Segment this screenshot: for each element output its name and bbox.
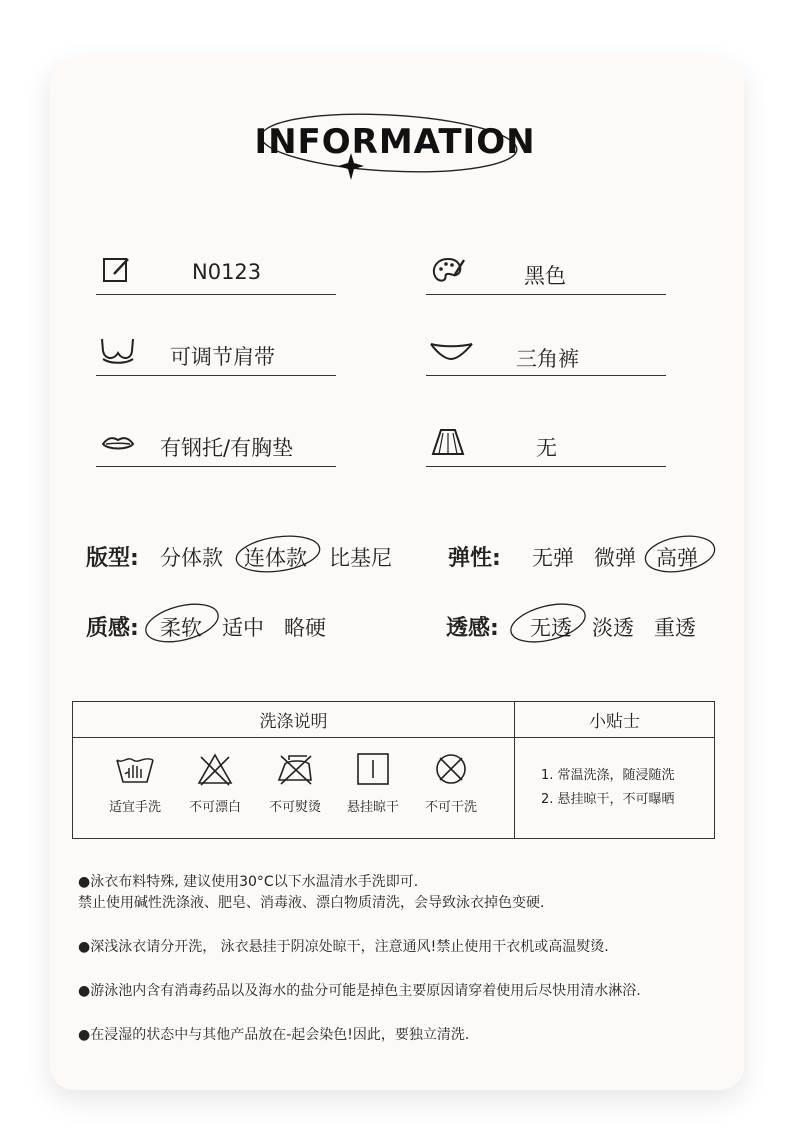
symbol-no-dry-clean <box>411 752 491 815</box>
spec-item-color <box>426 254 666 295</box>
texture-option-medium: 适中 <box>222 616 264 640</box>
wash-instructions-header: 洗涤说明 <box>73 702 515 738</box>
elasticity-selected-ring <box>642 532 722 576</box>
tips-cell <box>515 738 715 839</box>
style-label: 版型: <box>86 546 139 571</box>
spec-item-code <box>96 254 336 295</box>
symbol-no-iron-label: 不可熨烫 <box>268 800 321 815</box>
spec-item-pad <box>96 426 336 467</box>
style-option-onepiece: 连体款 <box>244 546 307 570</box>
lips-pad-icon <box>100 428 136 458</box>
texture-option-soft: 柔软 <box>160 616 202 640</box>
note-3: ●游泳池内含有消毒药品以及海水的盐分可能是掉色主要原因请穿着使用后尽快用清水淋浴. <box>78 983 641 999</box>
texture-selected-ring <box>142 600 226 646</box>
texture-option-hard: 略硬 <box>284 616 326 640</box>
spec-bottom: 三角裤 <box>516 347 579 371</box>
no-iron-icon <box>275 752 315 786</box>
note-1-line-1: ●泳衣布料特殊, 建议使用30°C以下水温清水手洗即可. <box>78 874 419 890</box>
transparency-option-heavy: 重透 <box>654 616 696 640</box>
note-2: ●深浅泳衣请分开洗， 泳衣悬挂于阴凉处晾干，注意通风!禁止使用干衣机或高温熨烫. <box>78 939 609 955</box>
spec-code: N0123 <box>192 260 262 284</box>
skirt-icon <box>430 428 466 458</box>
hand-wash-icon <box>115 752 155 786</box>
style-selected-ring <box>232 532 324 576</box>
symbol-hand-wash <box>95 752 175 815</box>
note-1-line-2: 禁止使用碱性洗涤液、肥皂、消毒液、漂白物质清洗，会导致泳衣掉色变硬. <box>78 895 545 911</box>
spec-item-strap <box>96 335 336 376</box>
care-notes <box>78 872 718 1069</box>
symbol-no-bleach-label: 不可漂白 <box>188 800 241 815</box>
palette-icon <box>430 256 466 286</box>
no-bleach-icon <box>195 752 235 786</box>
spec-strap: 可调节肩带 <box>170 345 275 369</box>
elasticity-option-high: 高弹 <box>656 546 698 570</box>
spec-skirt: 无 <box>536 436 557 460</box>
edit-icon <box>100 256 136 286</box>
style-option-bikini: 比基尼 <box>329 546 392 570</box>
transparency-label: 透感: <box>446 616 499 641</box>
elasticity-option-none: 无弹 <box>532 546 574 570</box>
texture-label: 质感: <box>86 616 139 641</box>
symbol-no-iron <box>255 752 335 815</box>
care-table <box>72 701 715 839</box>
elasticity-label: 弹性: <box>448 546 501 571</box>
symbol-hang-dry-label: 悬挂晾干 <box>346 800 399 815</box>
bra-strap-icon <box>100 337 136 367</box>
transparency-option-none: 无透 <box>530 616 572 640</box>
style-option-split: 分体款 <box>160 546 223 570</box>
transparency-option-light: 淡透 <box>592 616 634 640</box>
spec-pad: 有钢托/有胸垫 <box>160 436 294 460</box>
elasticity-option-slight: 微弹 <box>594 546 636 570</box>
symbol-hand-wash-label: 适宜手洗 <box>108 800 161 815</box>
spec-item-skirt <box>426 426 666 467</box>
no-dry-clean-icon <box>431 752 471 786</box>
tip-item: 2. 悬挂晾干，不可曝晒 <box>541 792 675 807</box>
spec-item-bottom <box>426 335 666 376</box>
briefs-icon <box>430 337 474 367</box>
wash-symbols-cell <box>73 738 515 839</box>
page-title: INFORMATION <box>254 122 536 162</box>
symbol-hang-dry <box>333 752 413 815</box>
symbol-no-bleach <box>175 752 255 815</box>
transparency-selected-ring <box>506 600 592 646</box>
symbol-no-dry-clean-label: 不可干洗 <box>424 800 477 815</box>
spec-color: 黑色 <box>524 264 566 288</box>
hang-dry-icon <box>353 752 393 786</box>
tip-item: 1. 常温洗涤，随浸随洗 <box>541 768 675 783</box>
note-4: ●在浸湿的状态中与其他产品放在-起会染色!因此，要独立清洗. <box>78 1027 470 1043</box>
tips-header: 小贴士 <box>515 702 715 738</box>
